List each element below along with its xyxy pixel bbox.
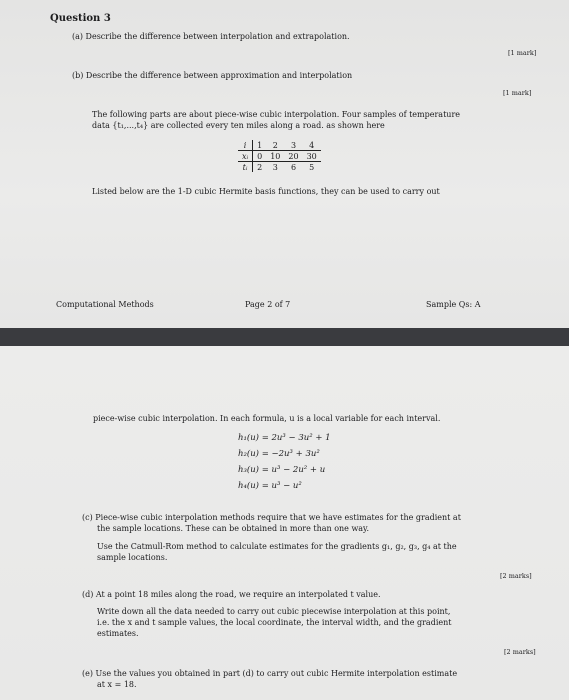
- table-cell: 4: [303, 140, 321, 151]
- part-a-mark: [1 mark]: [508, 49, 537, 57]
- row-header-x: xᵢ: [238, 151, 253, 162]
- table-cell: 6: [290, 162, 297, 172]
- table-cell: 2: [266, 140, 284, 151]
- part-d-line-2: Write down all the data needed to carry out cubic piecewise interpolation at this point,: [97, 607, 451, 616]
- table-row: [238, 162, 321, 173]
- table-cell: 2: [257, 162, 263, 172]
- part-c-line-2: the sample locations. These can be obtained in more than one way.: [97, 524, 370, 533]
- hermite-formula-h4: h₄(u) = u³ − u²: [238, 481, 302, 491]
- part-d-line-3: i.e. the x and t sample values, the local coordinate, the interval width, and the gradient: [97, 618, 452, 627]
- footer-page-number: Page 2 of 7: [245, 300, 291, 309]
- samples-table: [238, 140, 321, 172]
- table-row: [238, 140, 321, 151]
- exam-page-bottom: [0, 346, 569, 700]
- table-cell: 1: [253, 140, 267, 151]
- part-d-line-1: (d) At a point 18 miles along the road, we require an interpolated t value.: [82, 590, 381, 599]
- hermite-formula-h1: h₁(u) = 2u³ − 3u² + 1: [238, 433, 331, 443]
- exam-page-top: [0, 0, 569, 328]
- hermite-formula-h2: h₂(u) = −2u³ + 3u²: [238, 449, 320, 459]
- continuation-text: piece-wise cubic interpolation. In each formula, u is a local variable for each interval.: [93, 414, 441, 423]
- footer-sample-qs: Sample Qs: A: [426, 300, 481, 309]
- part-c-line-3: Use the Catmull-Rom method to calculate estimates for the gradients g₁, g₂, g₃, g₄ at the: [97, 542, 457, 551]
- part-d-mark: [2 marks]: [504, 648, 536, 656]
- part-b-mark: [1 mark]: [503, 89, 532, 97]
- part-c-line-1: (c) Piece-wise cubic interpolation methods require that we have estimates for the gradient at: [82, 513, 461, 522]
- part-c-line-4: sample locations.: [97, 553, 168, 562]
- row-header-i: i: [238, 140, 253, 151]
- part-e-line-1: (e) Use the values you obtained in part (d) to carry out cubic Hermite interpolation estimate: [82, 669, 458, 678]
- part-b-text: (b) Describe the difference between approximation and interpolation: [72, 71, 353, 80]
- table-cell: 0: [253, 151, 267, 162]
- intro-line-1: The following parts are about piece-wise cubic interpolation. Four samples of temperature: [92, 110, 461, 119]
- hermite-formula-h3: h₃(u) = u³ − 2u² + u: [238, 465, 326, 475]
- table-cell: 10: [266, 151, 284, 162]
- part-a-text: (a) Describe the difference between interpolation and extrapolation.: [72, 32, 350, 41]
- part-e-line-2: at x = 18.: [97, 680, 137, 689]
- intro-line-2: data {t₁,...,t₄} are collected every ten miles along a road. as shown here: [92, 121, 385, 130]
- listed-below-text: Listed below are the 1-D cubic Hermite basis functions, they can be used to carry out: [92, 187, 440, 196]
- table-cell: 5: [309, 162, 315, 172]
- table-row: [238, 151, 321, 162]
- table-cell: 20: [284, 151, 302, 162]
- part-d-line-4: estimates.: [97, 629, 139, 638]
- table-cell: 3: [272, 162, 278, 172]
- question-title: Question 3: [50, 13, 111, 24]
- footer-course: Computational Methods: [56, 300, 154, 309]
- table-cell: 30: [303, 151, 321, 162]
- table-cell: 3: [284, 140, 302, 151]
- row-header-t: tᵢ: [238, 162, 253, 173]
- part-c-mark: [2 marks]: [500, 572, 532, 580]
